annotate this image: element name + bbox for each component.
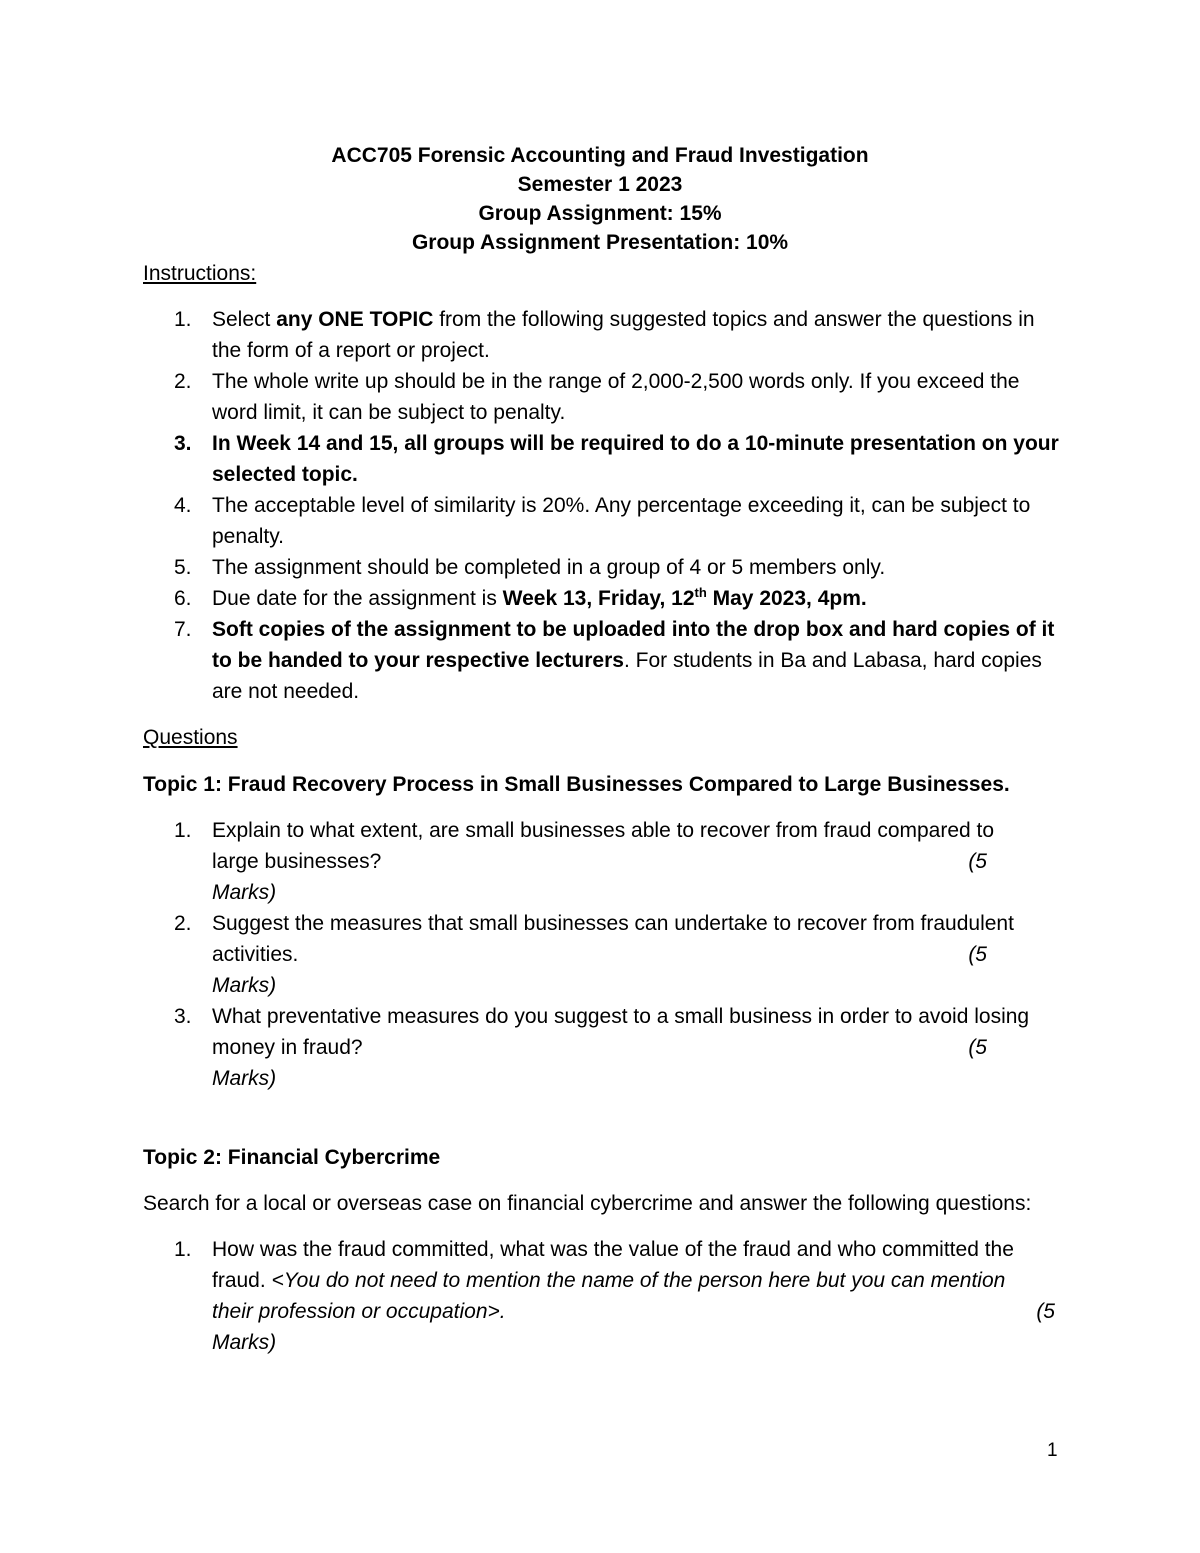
presentation-weight: Group Assignment Presentation: 10%	[411, 231, 789, 254]
instruction-item: 5. The assignment should be completed in a group of 4 or 5 members only.	[174, 556, 886, 579]
question-item: 1. Explain to what extent, are small businesses able to recover from fraud compared to large businesses? (5 Marks)	[212, 815, 1062, 908]
marks-value: (5	[968, 1036, 987, 1059]
instructions-list	[174, 304, 1062, 707]
topic1-title: Topic 1: Fraud Recovery Process in Small Businesses Compared to Large Businesses.	[143, 773, 1010, 796]
topic2-intro: Search for a local or overseas case on financial cybercrime and answer the following questions:	[143, 1192, 1032, 1215]
question-item: 3. What preventative measures do you suggest to a small business in order to avoid losing money in fraud? (5 Marks)	[212, 1001, 1062, 1094]
topic2-title: Topic 2: Financial Cybercrime	[143, 1146, 441, 1169]
marks-label: Marks)	[212, 1331, 277, 1354]
topic2-questions	[174, 1234, 1062, 1358]
assignment-weight: Group Assignment: 15%	[478, 202, 722, 225]
instruction-item: 3. In Week 14 and 15, all groups will be required to do a 10-minute presentation on your selected topic.	[174, 432, 1059, 486]
semester-line: Semester 1 2023	[517, 173, 683, 196]
page-number: 1	[1047, 1440, 1058, 1461]
marks-value: (5	[968, 850, 987, 873]
marks-value: (5	[1036, 1300, 1055, 1323]
question-item: 2. Suggest the measures that small businesses can undertake to recover from fraudulent activities. (5 Marks)	[212, 908, 1062, 1001]
course-title: ACC705 Forensic Accounting and Fraud Investigation	[331, 144, 869, 167]
instruction-item: 7. Soft copies of the assignment to be uploaded into the drop box and hard copies of it to be handed to your respective lecturers. For students in Ba and Labasa, hard copies are not needed.	[174, 618, 1055, 703]
marks-label: Marks)	[212, 1067, 277, 1090]
marks-value: (5	[968, 943, 987, 966]
instruction-item: 6. Due date for the assignment is Week 13, Friday, 12th May 2023, 4pm.	[174, 585, 867, 610]
marks-label: Marks)	[212, 881, 277, 904]
instruction-item: 4. The acceptable level of similarity is 20%. Any percentage exceeding it, can be subject to penalty.	[174, 494, 1031, 548]
question-item: 1. How was the fraud committed, what was the value of the fraud and who committed the fraud. <You do not need to mention the name of the person here but you can mention their profession or occupation>. (5 Marks)	[212, 1234, 1062, 1358]
instruction-item: 2. The whole write up should be in the range of 2,000-2,500 words only. If you exceed the word limit, it can be subject to penalty.	[174, 370, 1020, 424]
topic1-questions	[174, 815, 1062, 1094]
instructions-heading: Instructions:	[143, 262, 257, 285]
document-header	[0, 141, 1200, 257]
marks-label: Marks)	[212, 974, 277, 997]
questions-heading: Questions	[143, 726, 238, 749]
instruction-item: 1. Select any ONE TOPIC from the following suggested topics and answer the questions in the form of a report or project.	[174, 308, 1035, 362]
